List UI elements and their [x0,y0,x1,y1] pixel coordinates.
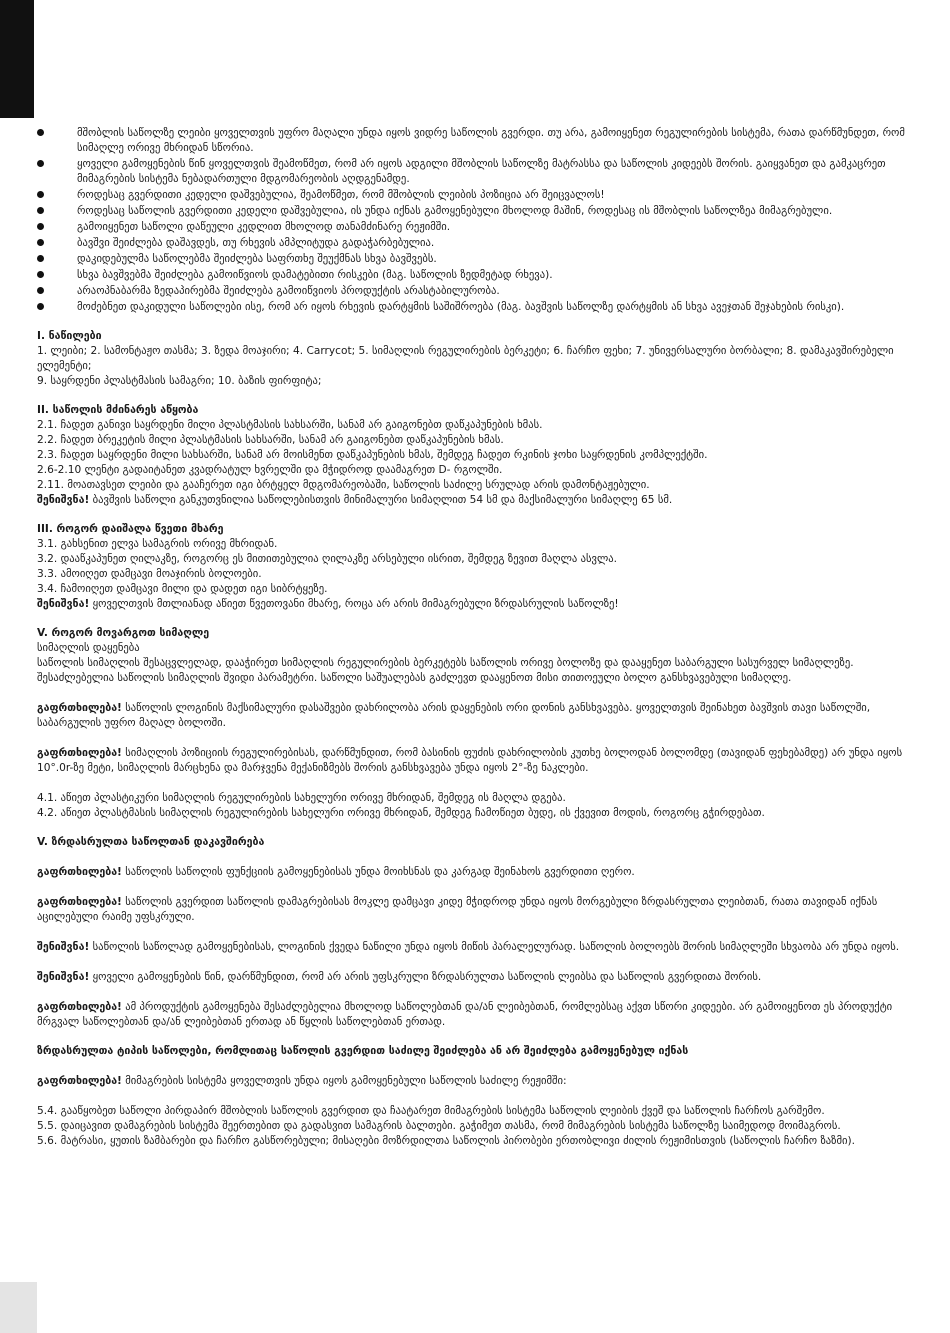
height-warning [37,701,912,731]
parts-section [37,329,912,389]
warning-label: გაფრთხილება! [37,896,122,908]
list-item: გამოიყენეთ საწოლი დაწეული კედლით მხოლოდ თანამძინარე რეჟიმში. [37,220,912,235]
list-item: სხვა ბავშვებმა შეიძლება გამოიწვიოს დამატებითი რისკები (მაგ. საწოლის ზედმეტად რხევა). [37,268,912,283]
assembly-step: 2.6-2.10 ლენტი გადაიტანეთ კვადრატულ ხვრელში და მჭიდროდ დაამაგრეთ D- რგოლში. [37,464,503,476]
warning-label: გაფრთხილება! [37,866,122,878]
assembly-step: 2.11. მოათავსეთ ლეიბი და გააჩერეთ იგი ბრტყელ მდგომარეობაში, საწოლის საძილე სრულად არის დამონტაჟებული. [37,479,650,491]
warning-text: საწოლის გვერდით საწოლის დამაგრებისას მოკლე დამცავი კიდე მჭიდროდ უნდა იყოს მორგებული ზრდასრულთა ლეიბთან, რათა თავიდან იქნას აცილებული რაიმე უფსკრული. [37,896,878,923]
warning-text: ამ პროდუქტის გამოყენება შესაძლებელია მხოლოდ საწოლებთან და/ან ლეიბებთან, რომლებსაც აქვთ სწორი კიდეები. არ გამოიყენოთ ეს პროდუქტი მრგვალ საწოლებთან და/ან ლეიბებთან ერთად ან წყლის საწოლებთან ერთად. [37,1001,893,1028]
height-section [37,626,912,821]
assembly-step: 2.2. ჩადეთ ბრეკეტის მილი პლასტმასის სახსარში, სანამ არ გაიგონებთ დაწკაპუნების ხმას. [37,434,504,446]
note-label: შენიშვნა! [37,941,90,953]
warning-text: სიმაღლის პოზიციის რეგულირებისას, დარწმუნდით, რომ ბასინის ფუძის დახრილობის კუთხე ბოლოდან ბოლომდე (თავიდან ფეხებამდე) არ უნდა იყოს 10°.0r-ზე მეტი, სიმაღლის მარცხენა და მარჯვენა მექანიზმებს შორის განსხვავება უნდა იყოს 2°-ზე ნაკლები. [37,747,903,774]
parts-line: 9. საყრდენი პლასტმასის სამაგრი; 10. ბაზის ფირფიტა; [37,375,322,387]
warning-text: მიმაგრების სისტემა ყოველთვის უნდა იყოს გამოყენებული საწოლის საძილე რეჟიმში: [121,1075,567,1087]
attach-note [37,940,912,955]
attach-note [37,970,912,985]
lower-side-section [37,522,912,612]
note-label: შენიშვნა! [37,971,90,983]
list-item: როდესაც საწოლის გვერდითი კედელი დაშვებულია, ის უნდა იქნას გამოყენებული მხოლოდ მაშინ, როდესაც ის მშობლის საწოლზეა მიმაგრებული. [37,204,912,219]
list-item: მშობლის საწოლზე ლეიბი ყოველთვის უფრო მაღალი უნდა იყოს ვიდრე საწოლის გვერდი. თუ არა, გამოიყენეთ რეგულირების სისტემა, რათა დარწმუნდეთ, რომ სიმაღლე ორივე მხრიდან სწორია. [37,126,912,156]
height-step: 4.2. აწიეთ პლასტმასის სიმაღლის რეგულირების სახელური ორივე მხრიდან, შემდეგ ჩამოწიეთ ბუდე, ის ქვევით მოდის, როგორც გჭირდებათ. [37,807,765,819]
attach-warning [37,895,912,925]
height-heading: V. როგორ მოვარგოთ სიმაღლე [37,627,210,639]
warning-label: გაფრთხილება! [37,747,122,759]
warning-text: საწოლის საწოლის ფუნქციის გამოყენებისას უნდა მოიხსნას და კარგად შეინახოს გვერდითი ღერო. [121,866,635,878]
list-item: არაოპნაბარმა ზედაპირებმა შეიძლება გამოიწვიოს პროდუქტის არასტაბილურობა. [37,284,912,299]
note-label: შენიშვნა! [37,494,90,506]
list-item: ბავშვი შეიძლება დაშავდეს, თუ რხევის ამპლიტუდა გადაჭარბებულია. [37,236,912,251]
note-text: ყოველთვის მთლიანად აწიეთ წვეთოვანი მხარე, როცა არ არის მიმაგრებული ზრდასრულის საწოლზე! [89,598,619,610]
bed-types-step: 5.6. მატრასი, ყუთის ზამბარები და ჩარჩო გასწორებული; მისაღები მოზრდილთა საწოლის პირობები ერთობლივი ძილის რეჟიმისთვის (საწოლის ჩარჩო ზაზმი). [37,1135,855,1147]
parts-heading: I. ნაწილები [37,330,102,342]
assembly-note [37,493,912,508]
warning-label: გაფრთხილება! [37,1075,122,1087]
height-intro: საწოლის სიმაღლის შესაცვლელად, დააჭირეთ სიმაღლის რეგულირების ბერკეტებს საწოლის ორივე ბოლოზე და დააყენეთ საბარგული სასურველ სიმაღლეზე. შესაძლებელია საწოლის სიმაღლის შვიდი პარამეტრი. საწოლი საშუალებას გაძლევთ დააყენოთ მისი თითოეული ბოლო განსხვავებული სიმაღლე. [37,657,854,684]
parts-line: 1. ლეიბი; 2. სამონტაჟო თასმა; 3. ზედა მოაჯირი; 4. Carrycot; 5. სიმაღლის რეგულირების ბერკეტი; 6. ჩარჩო ფეხი; 7. უნივერსალური ბორბალი; 8. დამაკავშირებელი ელემენტი; [37,345,894,372]
bed-types-step: 5.5. დაიცავით დამაგრების სისტემა შეერთებით და გადასვით სამაგრის ბალთები. გაჭიმეთ თასმა, რომ მიმაგრების სისტემა საწოლზე საიმედოდ მოიმაგროს. [37,1120,841,1132]
warning-bullet-list [37,126,912,315]
list-item: დაკიდებულმა საწოლებმა შეიძლება საფრთხე შეუქმნას სხვა ბავშვებს. [37,252,912,267]
note-label: შენიშვნა! [37,598,90,610]
note-text: ყოველი გამოყენების წინ, დარწმუნდით, რომ არ არის უფსკრული ზრდასრულთა საწოლის ლეიბსა და საწოლის გვერდითა შორის. [89,971,762,983]
height-step: 4.1. აწიეთ პლასტიკური სიმაღლის რეგულირების სახელური ორივე მხრიდან, შემდეგ ის მაღლა დგება. [37,792,566,804]
bed-types-warning [37,1074,912,1089]
assembly-step: 2.1. ჩადეთ განივი საყრდენი მილი პლასტმასის სახსარში, სანამ არ გაიგონებთ დაწკაპუნების ხმას. [37,419,543,431]
list-item: მოძებნეთ დაკიდული საწოლები ისე, რომ არ იყოს რხევის დარტყმის საშიშროება (მაგ. ბავშვის საწოლზე დარტყმის ან სხვა ავეჯთან შეჯახების რისკი). [37,300,912,315]
lower-side-note [37,597,912,612]
warning-text: საწოლის ლოგინის მაქსიმალური დასაშვები დახრილობა არის დაყენების ორი დონის განსხვავება. ყოველთვის შეინახეთ ბავშვის თავი საწოლში, საბარგულის უფრო მაღალ ბოლოში. [37,702,871,729]
lower-side-step: 3.3. ამოიღეთ დამცავი მოაჯირის ბოლოები. [37,568,262,580]
attach-section [37,835,912,1030]
attach-warning [37,1000,912,1030]
bed-types-section [37,1044,912,1149]
page-edge-tab-black [0,0,34,118]
bed-types-heading: ზრდასრულთა ტიპის საწოლები, რომლითაც საწოლის გვერდით საძილე შეიძლება ან არ შეიძლება გამოყენებულ იქნას [37,1045,689,1057]
manual-page [37,126,912,1149]
warning-label: გაფრთხილება! [37,1001,122,1013]
warning-label: გაფრთხილება! [37,702,122,714]
attach-heading: V. ზრდასრულთა საწოლთან დაკავშირება [37,836,265,848]
attach-warning [37,865,912,880]
assembly-heading: II. საწოლის მძინარეს აწყობა [37,404,199,416]
lower-side-step: 3.4. ჩამოიღეთ დამცავი მილი და დადეთ იგი სიბრტყეზე. [37,583,328,595]
list-item: ყოველი გამოყენების წინ ყოველთვის შეამოწმეთ, რომ არ იყოს ადგილი მშობლის საწოლზე მატრასსა და საწოლის კიდეებს შორის. გაიყვანეთ და გამკაცრეთ მიმაგრების სისტემა ნებადართული მდგომარეობის აღდგენამდე. [37,157,912,187]
assembly-section [37,403,912,508]
note-text: საწოლის საწოლად გამოყენებისას, ლოგინის ქვედა ნაწილი უნდა იყოს მიწის პარალელურად. საწოლის ბოლოებს შორის სიმაღლეში სხვაობა არ უნდა იყოს. [89,941,900,953]
height-warning [37,746,912,776]
list-item: როდესაც გვერდითი კედელი დაშვებულია, შეამოწმეთ, რომ მშობლის ლეიბის პოზიცია არ შეიცვალოს! [37,188,912,203]
lower-side-step: 3.2. დააწკაპუნეთ ღილაკზე, როგორც ეს მითითებულია ღილაკზე არსებული ისრით, შემდეგ ზევით მაღლა ასვლა. [37,553,617,565]
page-edge-tab-gray [0,1282,37,1333]
height-subtitle: სიმაღლის დაყენება [37,642,140,654]
bed-types-step: 5.4. გააწყობეთ საწოლი პირდაპირ მშობლის საწოლის გვერდით და ჩაატარეთ მიმაგრების სისტემა საწოლის ლეიბის ქვეშ და საწოლის ჩარჩოს გარშემო. [37,1105,825,1117]
assembly-step: 2.3. ჩადეთ საყრდენი მილი სახსარში, სანამ არ მოისმენთ დაწკაპუნების ხმას, შემდეგ ჩადეთ რკინის ჯოხი საყრდენის კომპლექტში. [37,449,708,461]
lower-side-step: 3.1. გახსენით ელვა სამაგრის ორივე მხრიდან. [37,538,278,550]
note-text: ბავშვის საწოლი განკუთვნილია საწოლებისთვის მინიმალური სიმაღლით 54 სმ და მაქსიმალური სიმაღლე 65 სმ. [89,494,673,506]
lower-side-heading: III. როგორ დაიშალა წვეთი მხარე [37,523,224,535]
